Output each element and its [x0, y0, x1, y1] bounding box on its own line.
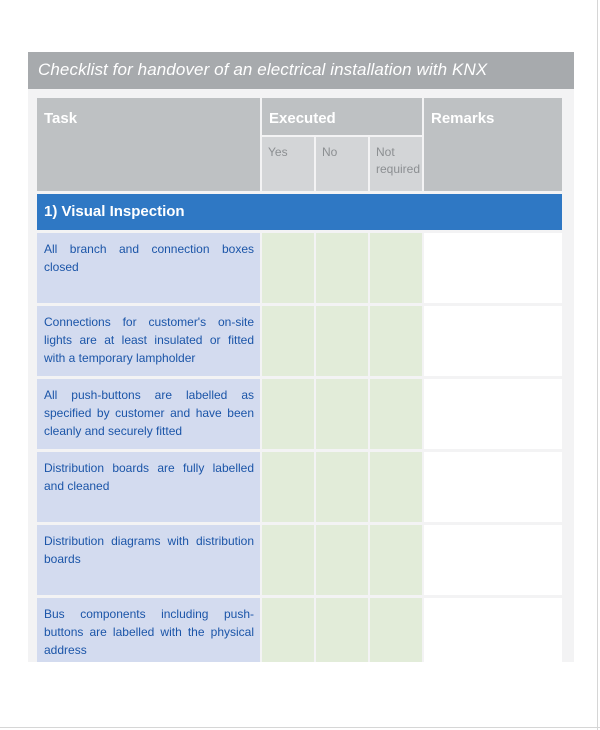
remarks-cell[interactable] [424, 233, 562, 303]
section-title: 1) Visual Inspection [44, 203, 185, 220]
yes-subheader: Yes [262, 137, 314, 191]
remarks-cell[interactable] [424, 525, 562, 595]
yes-check-cell[interactable] [262, 525, 314, 595]
title-bar [28, 52, 574, 89]
not-required-check-cell[interactable] [370, 306, 422, 376]
no-check-cell[interactable] [316, 452, 368, 522]
remarks-cell[interactable] [424, 452, 562, 522]
yes-check-cell[interactable] [262, 598, 314, 662]
task-cell: Distribution boards are fully labelled and cleaned [37, 452, 260, 522]
no-check-cell[interactable] [316, 598, 368, 662]
yes-check-cell[interactable] [262, 452, 314, 522]
no-check-cell[interactable] [316, 525, 368, 595]
task-column-header: Task [37, 98, 260, 191]
not-required-subheader: Not required [370, 137, 422, 191]
no-check-cell[interactable] [316, 306, 368, 376]
yes-check-cell[interactable] [262, 379, 314, 449]
task-cell: All branch and connection boxes closed [37, 233, 260, 303]
document-title: Checklist for handover of an electrical installation with KNX [38, 60, 488, 79]
page-border-bottom [0, 727, 600, 728]
not-required-check-cell[interactable] [370, 452, 422, 522]
remarks-column-header: Remarks [424, 98, 562, 191]
not-required-check-cell[interactable] [370, 233, 422, 303]
no-check-cell[interactable] [316, 233, 368, 303]
task-cell: Distribution diagrams with distribution boards [37, 525, 260, 595]
task-cell: Connections for customer's on-site lights are at least insulated or fitted with a temporary lampholder [37, 306, 260, 376]
section-header [37, 194, 562, 230]
yes-check-cell[interactable] [262, 306, 314, 376]
not-required-check-cell[interactable] [370, 598, 422, 662]
task-cell: Bus components including push-buttons are labelled with the physical address [37, 598, 260, 662]
executed-column-header: Executed [262, 98, 422, 135]
remarks-cell[interactable] [424, 306, 562, 376]
page-border-right [597, 0, 598, 730]
no-check-cell[interactable] [316, 379, 368, 449]
no-subheader: No [316, 137, 368, 191]
not-required-check-cell[interactable] [370, 525, 422, 595]
not-required-check-cell[interactable] [370, 379, 422, 449]
task-cell: All push-buttons are labelled as specified by customer and have been cleanly and securely fitted [37, 379, 260, 449]
remarks-cell[interactable] [424, 379, 562, 449]
yes-check-cell[interactable] [262, 233, 314, 303]
remarks-cell[interactable] [424, 598, 562, 662]
